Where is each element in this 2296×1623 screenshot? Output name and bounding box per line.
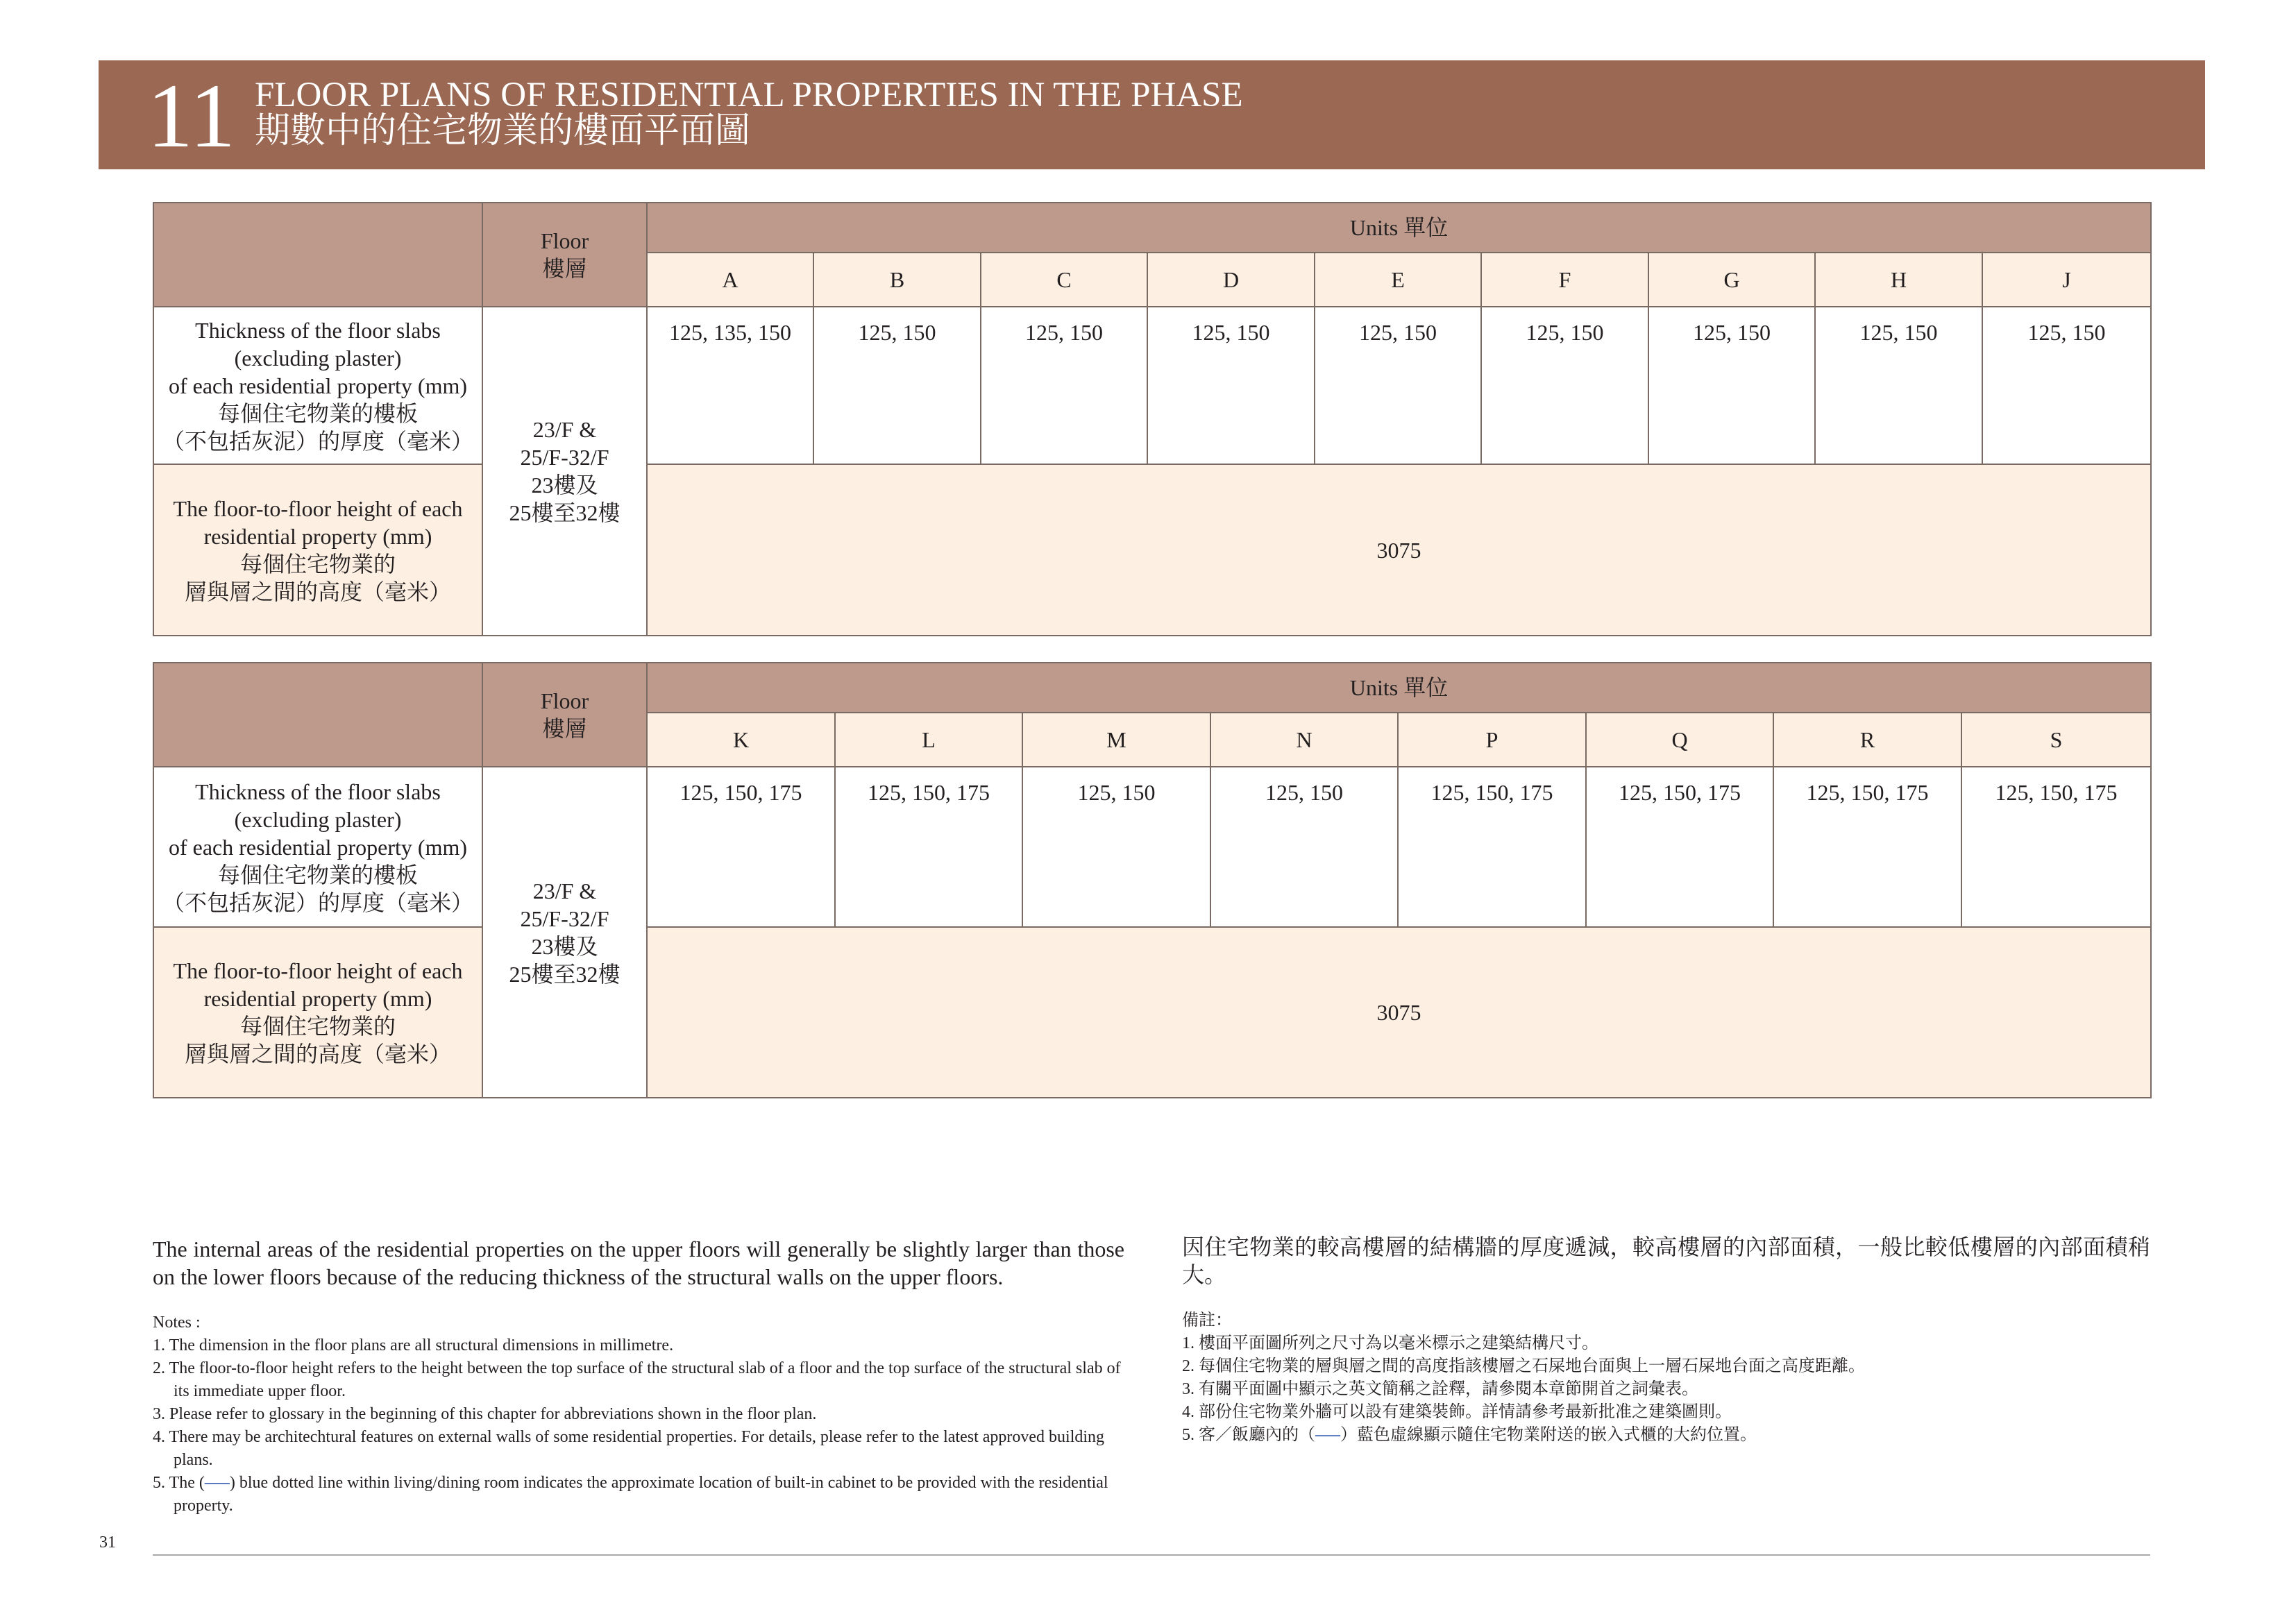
note-item: 4. 部份住宅物業外牆可以設有建築裝飾。詳情請參考最新批准之建築圖則。 xyxy=(1182,1403,1732,1421)
unit-header: S xyxy=(1961,713,2151,767)
floor-height-value: 3075 xyxy=(647,464,2151,636)
slab-value: 125, 150, 175 xyxy=(647,767,835,927)
unit-header: N xyxy=(1210,713,1398,767)
note-item: 4. There may be architechtural features on external walls of some residential properties. For details, please refer to the latest approved building plans. xyxy=(153,1428,1105,1469)
page-number: 31 xyxy=(99,1533,116,1552)
slab-value: 125, 150 xyxy=(813,307,981,464)
statement-en: The internal areas of the residential properties on the upper floors will generally be slightly larger than those on the lower floors because of the reducing thickness of the structural walls on the upper floors. xyxy=(153,1237,1124,1289)
note-item: 1. The dimension in the floor plans are all structural dimensions in millimetre. xyxy=(153,1336,674,1354)
note-item: 2. 每個住宅物業的層與層之間的高度指該樓層之石屎地台面與上一層石屎地台面之高度距離。 xyxy=(1182,1357,1865,1375)
blue-dotted-line-symbol: ‒‒‒ xyxy=(204,1474,230,1492)
slab-value: 125, 150 xyxy=(1022,767,1210,927)
notes-zh xyxy=(1182,1309,2150,1447)
slab-value: 125, 150, 175 xyxy=(835,767,1022,927)
slab-thickness-label: Thickness of the floor slabs (excluding plaster) of each residential property (mm) 每個住宅物業的樓板 （不包括灰泥）的厚度（毫米） xyxy=(153,307,482,464)
slab-value: 125, 150 xyxy=(1147,307,1315,464)
statement-zh: 因住宅物業的較高樓層的結構牆的厚度遞減，較高樓層的內部面積，一般比較低樓層的內部面積稍大。 xyxy=(1182,1234,2150,1287)
slab-value: 125, 150 xyxy=(1815,307,1982,464)
slab-value: 125, 150 xyxy=(1481,307,1648,464)
blank-header-cell xyxy=(153,203,482,307)
unit-header: E xyxy=(1315,253,1481,307)
floor-value-cell: 23/F & 25/F-32/F 23樓及 25樓至32樓 xyxy=(482,307,647,636)
slab-value: 125, 150 xyxy=(1648,307,1815,464)
section-number: 11 xyxy=(147,65,236,167)
note-item: 2. The floor-to-floor height refers to the height between the top surface of the structural slab of a floor and the top surface of the structural slab of its immediate upper floor. xyxy=(153,1359,1121,1400)
unit-header: L xyxy=(835,713,1022,767)
slab-thickness-label: Thickness of the floor slabs (excluding plaster) of each residential property (mm) 每個住宅物業的樓板 （不包括灰泥）的厚度（毫米） xyxy=(153,767,482,927)
notes-title-en: Notes : xyxy=(153,1314,201,1332)
slab-value: 125, 135, 150 xyxy=(647,307,813,464)
slab-value: 125, 150, 175 xyxy=(1961,767,2151,927)
unit-header: B xyxy=(813,253,981,307)
note-item: 5. The (‒‒‒) blue dotted line within living/dining room indicates the approximate location of built-in cabinet to be provided with the residential property. xyxy=(153,1474,1108,1515)
slab-value: 125, 150 xyxy=(1210,767,1398,927)
unit-header: D xyxy=(1147,253,1315,307)
unit-header: Q xyxy=(1586,713,1773,767)
floor-label-zh: 樓層 xyxy=(542,716,587,741)
slab-value: 125, 150 xyxy=(1982,307,2151,464)
units-header: Units 單位 xyxy=(647,663,2151,713)
note-item: 1. 樓面平面圖所列之尺寸為以毫米標示之建築結構尺寸。 xyxy=(1182,1334,1598,1352)
unit-header: A xyxy=(647,253,813,307)
slab-value: 125, 150 xyxy=(981,307,1147,464)
unit-header: H xyxy=(1815,253,1982,307)
floor-header-cell xyxy=(482,203,647,307)
floor-height-label: The floor-to-floor height of each residential property (mm) 每個住宅物業的 層與層之間的高度（毫米） xyxy=(153,927,482,1098)
note-item: 3. Please refer to glossary in the beginning of this chapter for abbreviations shown in the floor plan. xyxy=(153,1405,817,1423)
section-title-zh: 期數中的住宅物業的樓面平面圖 xyxy=(255,112,751,151)
unit-header: J xyxy=(1982,253,2151,307)
note-item: 5. 客／飯廳內的（‒‒‒）藍色虛線顯示隨住宅物業附送的嵌入式櫃的大約位置。 xyxy=(1182,1426,1757,1444)
section-title-en: FLOOR PLANS OF RESIDENTIAL PROPERTIES IN THE PHASE xyxy=(255,76,1243,114)
unit-header: G xyxy=(1648,253,1815,307)
floor-label-en: Floor xyxy=(540,228,589,253)
unit-header: P xyxy=(1398,713,1586,767)
section-banner xyxy=(99,60,2205,169)
floor-label-en: Floor xyxy=(540,688,589,713)
floor-height-label: The floor-to-floor height of each residential property (mm) 每個住宅物業的 層與層之間的高度（毫米） xyxy=(153,464,482,636)
footer-divider xyxy=(153,1554,2150,1556)
slab-value: 125, 150, 175 xyxy=(1586,767,1773,927)
notes-en xyxy=(153,1311,1124,1518)
slab-value: 125, 150 xyxy=(1315,307,1481,464)
unit-header: F xyxy=(1481,253,1648,307)
unit-header: R xyxy=(1773,713,1961,767)
unit-header: K xyxy=(647,713,835,767)
floor-header-cell xyxy=(482,663,647,767)
spec-table-2 xyxy=(153,662,2152,1098)
blue-dotted-line-symbol: ‒‒‒ xyxy=(1315,1426,1340,1444)
units-header: Units 單位 xyxy=(647,203,2151,253)
floor-value-cell: 23/F & 25/F-32/F 23樓及 25樓至32樓 xyxy=(482,767,647,1098)
notes-title-zh: 備註： xyxy=(1182,1311,1232,1329)
unit-header: M xyxy=(1022,713,1210,767)
slab-value: 125, 150, 175 xyxy=(1398,767,1586,927)
floor-label-zh: 樓層 xyxy=(542,256,587,281)
blank-header-cell xyxy=(153,663,482,767)
slab-value: 125, 150, 175 xyxy=(1773,767,1961,927)
spec-table-1 xyxy=(153,202,2152,636)
note-item: 3. 有關平面圖中顯示之英文簡稱之詮釋，請參閱本章節開首之詞彙表。 xyxy=(1182,1380,1698,1398)
floor-height-value: 3075 xyxy=(647,927,2151,1098)
unit-header: C xyxy=(981,253,1147,307)
